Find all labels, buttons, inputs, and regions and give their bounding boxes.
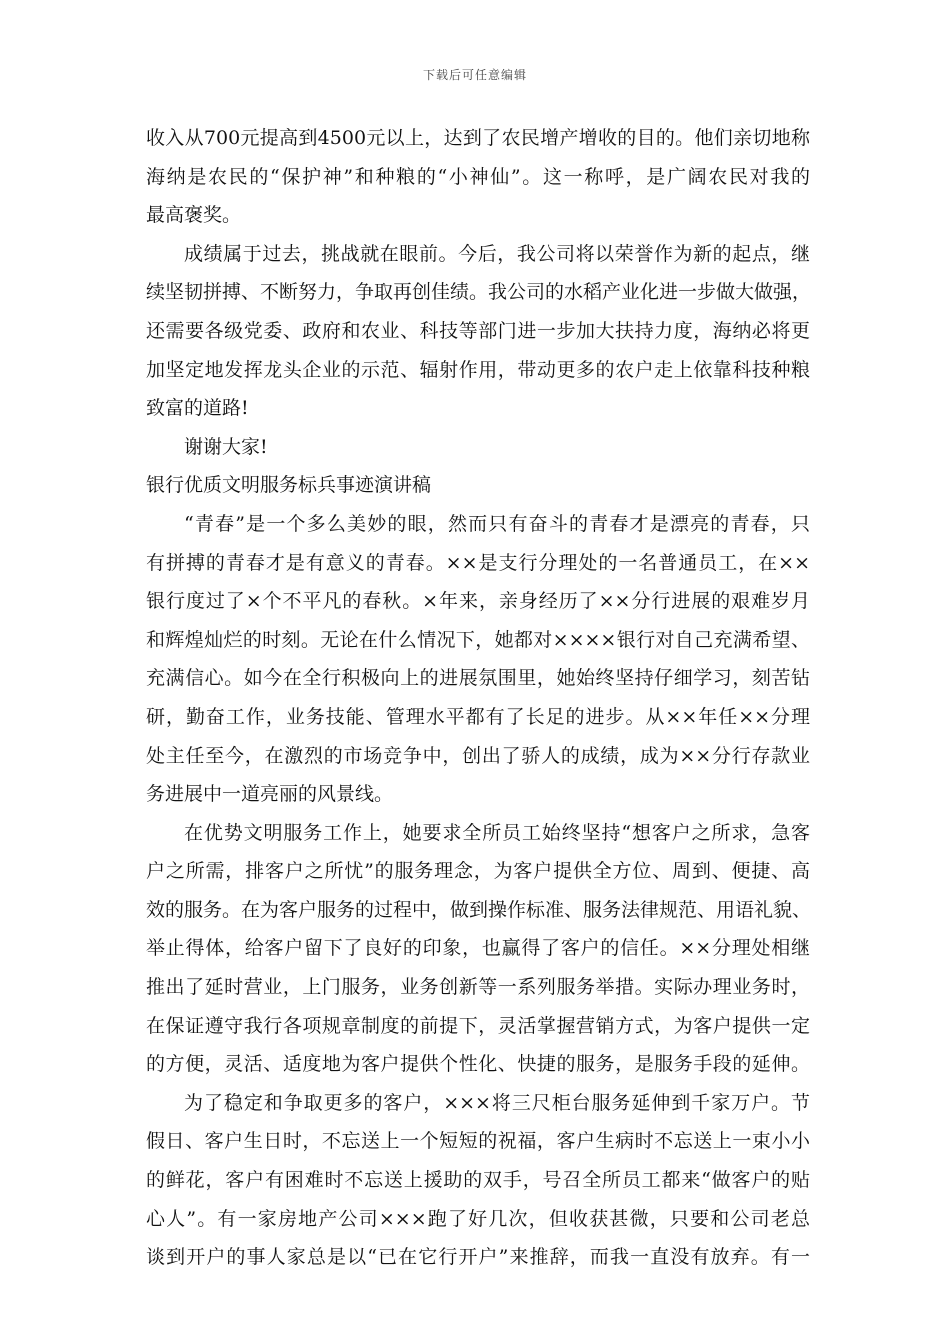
document-body	[146, 119, 810, 1277]
text-line: 银行度过了×个不平凡的春秋。×年来，亲身经历了××分行进展的艰难岁月	[146, 590, 810, 613]
text-line: 心人”。有一家房地产公司×××跑了好几次，但收获甚微，只要和公司老总	[146, 1207, 810, 1230]
text-line: 推出了延时营业，上门服务，业务创新等一系列服务举措。实际办理业务时，	[146, 976, 810, 999]
text-line: 加坚定地发挥龙头企业的示范、辐射作用，带动更多的农户走上依靠科技种粮	[146, 358, 810, 381]
text-line: 银行优质文明服务标兵事迹演讲稿	[146, 474, 432, 497]
text-line: 户之所需，排客户之所忧”的服务理念，为客户提供全方位、周到、便捷、高	[146, 860, 810, 883]
text-line: 最高褒奖。	[146, 204, 242, 227]
text-line: “青春”是一个多么美妙的眼，然而只有奋斗的青春才是漂亮的青春，只	[184, 512, 810, 535]
text-line: 海纳是农民的“保护神”和种粮的“小神仙”。这一称呼，是广阔农民对我的	[146, 165, 810, 188]
text-line: 研，勤奋工作，业务技能、管理水平都有了长足的进步。从××年任××分理	[146, 705, 810, 728]
text-line: 收入从700元提高到4500元以上，达到了农民增产增收的目的。他们亲切地称	[146, 127, 810, 149]
text-line: 在保证遵守我行各项规章制度的前提下，灵活掌握营销方式，为客户提供一定	[146, 1014, 810, 1037]
text-line: 假日、客户生日时，不忘送上一个短短的祝福，客户生病时不忘送上一束小小	[146, 1130, 810, 1153]
text-line: 还需要各级党委、政府和农业、科技等部门进一步加大扶持力度，海纳必将更	[146, 319, 810, 342]
text-line: 谢谢大家!	[184, 435, 268, 458]
text-line: 处主任至今，在激烈的市场竞争中，创出了骄人的成绩，成为××分行存款业	[146, 744, 810, 767]
text-line: 效的服务。在为客户服务的过程中，做到操作标准、服务法律规范、用语礼貌、	[146, 898, 812, 921]
text-line: 在优势文明服务工作上，她要求全所员工始终坚持“想客户之所求，急客	[184, 821, 810, 844]
text-line: 的方便，灵活、适度地为客户提供个性化、快捷的服务，是服务手段的延伸。	[146, 1053, 810, 1076]
text-line: 举止得体，给客户留下了良好的印象，也赢得了客户的信任。××分理处相继	[146, 937, 810, 960]
text-line: 的鲜花，客户有困难时不忘送上援助的双手，号召全所员工都来“做客户的贴	[146, 1169, 810, 1192]
text-line: 谈到开户的事人家总是以“已在它行开户”来推辞，而我一直没有放弃。有一	[146, 1246, 810, 1269]
text-line: 充满信心。如今在全行积极向上的进展氛围里，她始终坚持仔细学习，刻苦钻	[146, 667, 810, 690]
text-line: 务进展中一道亮丽的风景线。	[146, 783, 394, 806]
page-header: 下载后可任意编辑	[422, 68, 527, 82]
text-line: 续坚韧拼搏、不断努力，争取再创佳绩。我公司的水稻产业化进一步做大做强，	[146, 281, 812, 304]
text-line: 为了稳定和争取更多的客户，×××将三尺柜台服务延伸到千家万户。节	[184, 1091, 810, 1114]
text-line: 有拼搏的青春才是有意义的青春。××是支行分理处的一名普通员工，在××	[146, 551, 810, 574]
text-line: 成绩属于过去，挑战就在眼前。今后，我公司将以荣誉作为新的起点，继	[184, 242, 810, 265]
text-line: 和辉煌灿烂的时刻。无论在什么情况下，她都对××××银行对自己充满希望、	[146, 628, 810, 651]
text-line: 致富的道路!	[146, 397, 249, 420]
